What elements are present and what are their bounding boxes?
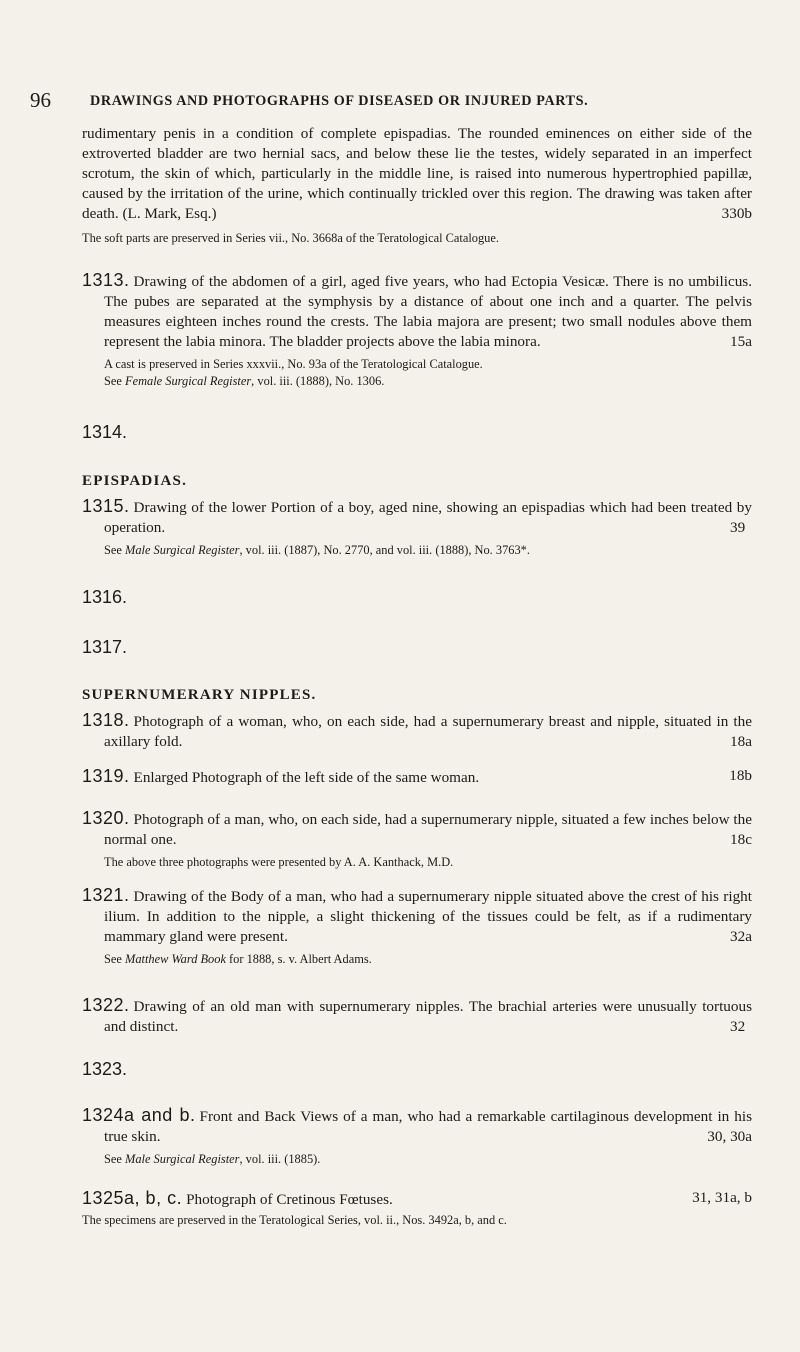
entry-text: rudimentary penis in a condition of complete epispadias. The rounded eminences on either side of the extroverted bladder are two hernial sacs, and below these lie the testes, widely separated in an imperfect scrotum, the skin of which, particularly in the middle line, is raised into numerous hypertrophied papillæ, caused by the irritation of the urine, which continually trickled over this region. The drawing was taken after death. (L. Mark, Esq.) 330b (82, 125, 752, 222)
entry-number: 1318. (82, 710, 130, 730)
entry-text: 1321. Drawing of the Body of a man, who had a supernumerary nipple situated above the crest of his right ilium. In addition to the nipple, a slight thickening of the tissues could be felt, as if a rudimentary mammary gland were present. 32a (82, 885, 752, 945)
entry-text: 1320. Photograph of a man, who, on each side, had a supernumerary nipple, situated a few inches below the normal one. 18c (82, 808, 752, 848)
entry-number: 1319. (82, 766, 130, 786)
catalogue-ref: 31, 31a, b (692, 1189, 752, 1206)
entry-1316 (82, 587, 752, 608)
catalogue-ref: 18b (729, 767, 752, 784)
section-heading-nipples: SUPERNUMERARY NIPPLES. (82, 687, 317, 703)
entry-text: 1313. Drawing of the abdomen of a girl, aged five years, who had Ectopia Vesicæ. There is no umbilicus. The pubes are separated at the symphysis by a distance of about one inch and a quarter. The pelvis measures eighteen inches round the crests. The labia majora are present; two small nodules above them represent the labia minora. The bladder projects above the labia minora. 15a (82, 270, 752, 350)
entry-text: 1319. Enlarged Photograph of the left side of the same woman. 18b (82, 766, 752, 786)
entry-1314 (82, 422, 752, 443)
entry-1324 (82, 1105, 752, 1168)
entry-text: 1315. Drawing of the lower Portion of a boy, aged nine, showing an epispadias which had been treated by operation. 39 (82, 496, 752, 536)
entry-number: 1325a, b, c. (82, 1188, 183, 1208)
running-title: DRAWINGS AND PHOTOGRAPHS OF DISEASED OR INJURED PARTS. (90, 93, 589, 109)
entry-number: 1314. (82, 422, 128, 442)
catalogue-ref: 30, 30a (707, 1128, 752, 1145)
entry-1313 (82, 270, 752, 390)
page-header (30, 88, 770, 112)
entry-text: 1318. Photograph of a woman, who, on each side, had a supernumerary breast and nipple, situated in the axillary fold. 18a (82, 710, 752, 750)
entry-1322 (82, 995, 752, 1037)
entry-1317 (82, 637, 752, 658)
entry-number: 1322. (82, 995, 130, 1015)
entry-number: 1313. (82, 270, 130, 290)
entry-1325 (82, 1188, 752, 1229)
entry-1319 (82, 766, 752, 788)
entry-text: 1322. Drawing of an old man with supernumerary nipples. The brachial arteries were unusually tortuous and distinct. 32 (82, 995, 752, 1035)
entry-1315 (82, 496, 752, 559)
entry-note: The specimens are preserved in the Teratological Series, vol. ii., Nos. 3492a, b, and c. (82, 1213, 507, 1227)
entry-text: 1325a, b, c. Photograph of Cretinous Fœtuses. 31, 31a, b (82, 1188, 752, 1208)
page-number: 96 (30, 88, 51, 112)
entry-number: 1323. (82, 1059, 128, 1079)
entry-number: 1320. (82, 808, 130, 828)
entry-note: The above three photographs were presented by A. A. Kanthack, M.D. (104, 855, 454, 869)
entry-note: See Female Surgical Register, vol. iii. (1888), No. 1306. (104, 374, 385, 388)
entry-number: 1316. (82, 587, 128, 607)
entry-number: 1317. (82, 637, 128, 657)
entry-number: 1324a and b. (82, 1105, 196, 1125)
entry-text: 1324a and b. Front and Back Views of a man, who had a remarkable cartilaginous development in his true skin. 30, 30a (82, 1105, 752, 1145)
entry-1321 (82, 885, 752, 968)
entry-1318 (82, 710, 752, 752)
catalogue-ref: 330b (721, 205, 752, 222)
entry-note: A cast is preserved in Series xxxvii., No. 93a of the Teratological Catalogue. (104, 357, 483, 371)
section-heading-epispadias: EPISPADIAS. (82, 473, 188, 489)
entry-number: 1315. (82, 496, 130, 516)
entry-note: See Male Surgical Register, vol. iii. (1885). (104, 1152, 321, 1166)
entry-1320 (82, 808, 752, 871)
entry-note: The soft parts are preserved in Series vii., No. 3668a of the Teratological Catalogue. (82, 231, 499, 245)
entry-note: See Matthew Ward Book for 1888, s. v. Albert Adams. (104, 952, 372, 966)
entry-continued (82, 124, 752, 247)
entry-number: 1321. (82, 885, 130, 905)
entry-1323 (82, 1059, 752, 1080)
entry-note: See Male Surgical Register, vol. iii. (1887), No. 2770, and vol. iii. (1888), No. 3763*. (104, 543, 530, 557)
